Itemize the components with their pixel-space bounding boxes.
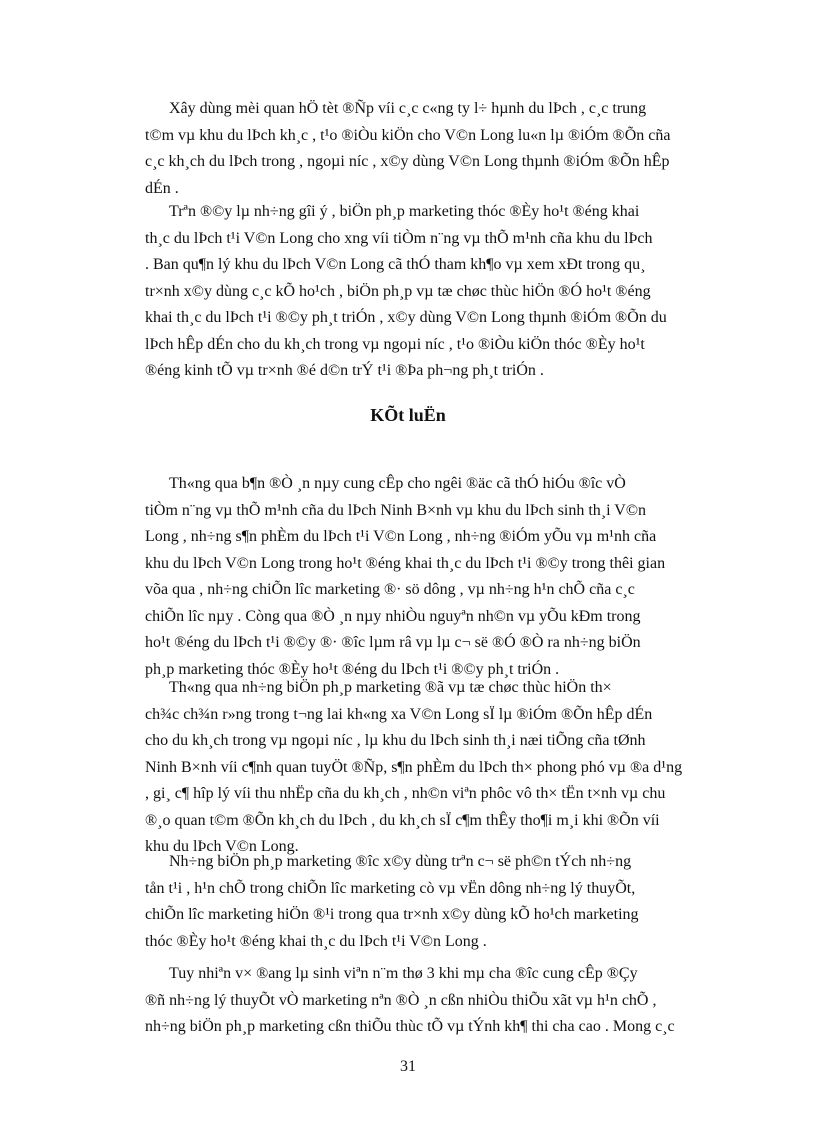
text-line: tån t¹i , h¹n chÕ trong chiÕn lîc marketing cò vµ vËn dông nh÷ng lý thuyÕt, bbox=[145, 879, 636, 897]
paragraph-3 bbox=[145, 471, 715, 683]
text-line: khai th¸c du lÞch t¹i ®©y ph¸t triÓn , x©y dùng V©n Long thµnh ®iÓm ®Õn du bbox=[145, 309, 667, 326]
text-line: . Ban qu¶n lý khu du lÞch V©n Long cã thÓ tham kh¶o vµ xem xÐt trong qu¸ bbox=[145, 256, 646, 273]
text-line: t©m vµ khu du lÞch kh¸c , t¹o ®iÒu kiÖn cho V©n Long lu«n lµ ®iÓm ®Õn cña bbox=[145, 126, 671, 144]
paragraph-2 bbox=[145, 199, 715, 385]
text-line: Tuy nhiªn v× ®ang lµ sinh viªn n¨m thø 3 khi mµ cha ®îc cung cÊp ®Çy bbox=[169, 965, 638, 982]
page-number: 31 bbox=[400, 1058, 416, 1075]
text-line: khu du lÞch V©n Long trong ho¹t ®éng khai th¸c du lÞch t¹i ®©y trong thêi gian bbox=[145, 554, 666, 572]
text-line: Xây dùng mèi quan hÖ tèt ®Ñp víi c¸c c«ng ty l÷ hµnh du lÞch , c¸c trung bbox=[169, 100, 647, 117]
text-line: ho¹t ®éng du lÞch t¹i ®©y ®· ®îc lµm râ vµ lµ c¬ së ®Ó ®Ò ra nh÷ng biÖn bbox=[145, 634, 641, 651]
text-line: Nh÷ng biÖn ph¸p marketing ®îc x©y dùng trªn c¬ së ph©n tÝch nh÷ng bbox=[169, 853, 632, 870]
text-line: Long , nh÷ng s¶n phÈm du lÞch t¹i V©n Long , nh÷ng ®iÓm yÕu vµ m¹nh cña bbox=[145, 528, 657, 545]
text-line: dÉn . bbox=[145, 179, 179, 197]
paragraph-4 bbox=[145, 675, 715, 861]
paragraph-5 bbox=[145, 849, 715, 955]
section-heading: KÕt luËn bbox=[370, 405, 446, 425]
text-line: c¸c kh¸ch du lÞch trong , ngoµi níc , x©y dùng V©n Long thµnh ®iÓm ®Õn hÊp bbox=[145, 153, 670, 170]
text-line: thóc ®Èy ho¹t ®éng khai th¸c du lÞch t¹i V©n Long . bbox=[145, 932, 487, 950]
text-line: tiÒm n¨ng vµ thÕ m¹nh cña du lÞch Ninh B×nh vµ khu du lÞch sinh th¸i V©n bbox=[145, 501, 646, 519]
text-line: tr×nh x©y dùng c¸c kÕ ho¹ch , biÖn ph¸p vµ tæ chøc thùc hiÖn ®Ó ho¹t ®éng bbox=[145, 282, 651, 300]
text-line: chiÕn lîc nµy . Còng qua ®Ò ¸n nµy nhiÒu nguyªn nh©n vµ yÕu kÐm trong bbox=[145, 607, 641, 625]
text-line: Ninh B×nh víi c¶nh quan tuyÖt ®Ñp, s¶n phÈm du lÞch th× phong phó vµ ®a d¹ng bbox=[145, 758, 683, 776]
text-line: ®ñ nh÷ng lý thuyÕt vÒ marketing nªn ®Ò ¸n cßn nhiÒu thiÕu xãt vµ h¹n chÕ , bbox=[145, 991, 657, 1009]
text-line: ®¸o quan t©m ®Õn kh¸ch du lÞch , du kh¸ch sÏ c¶m thÊy tho¶i m¸i khi ®Õn víi bbox=[145, 811, 660, 829]
text-line: , gi¸ c¶ hîp lý víi thu nhËp cña du kh¸ch , nh©n viªn phôc vô th× tËn t×nh vµ chu bbox=[145, 785, 666, 802]
text-line: nh÷ng biÖn ph¸p marketing cßn thiÕu thùc tÕ vµ tÝnh kh¶ thi cha cao . Mong c¸c bbox=[145, 1018, 675, 1035]
paragraph-6 bbox=[145, 961, 715, 1041]
text-line: võa qua , nh÷ng chiÕn lîc marketing ®· sö dông , vµ nh÷ng h¹n chÕ cña c¸c bbox=[145, 581, 635, 598]
text-line: ch¾c ch¾n r»ng trong t¬ng lai kh«ng xa V©n Long sÏ lµ ®iÓm ®Õn hÊp dÉn bbox=[145, 705, 653, 723]
text-line: ®éng kinh tÕ vµ tr×nh ®é d©n trÝ t¹i ®Þa ph¬ng ph¸t triÓn . bbox=[145, 362, 544, 379]
text-line: cho du kh¸ch trong vµ ngoµi níc , lµ khu du lÞch sinh th¸i næi tiÕng cña tØnh bbox=[145, 732, 646, 749]
text-line: ph¸p marketing thóc ®Èy ho¹t ®éng du lÞch t¹i ®©y ph¸t triÓn . bbox=[145, 660, 560, 678]
text-line: chiÕn lîc marketing hiÖn ®¹i trong qua tr×nh x©y dùng kÕ ho¹ch marketing bbox=[145, 906, 639, 923]
text-line: khu du lÞch V©n Long. bbox=[145, 838, 299, 855]
text-line: Th«ng qua nh÷ng biÖn ph¸p marketing ®ã vµ tæ chøc thùc hiÖn th× bbox=[169, 679, 612, 696]
text-line: Trªn ®©y lµ nh÷ng gîi ý , biÖn ph¸p marketing thóc ®Èy ho¹t ®éng khai bbox=[169, 203, 640, 220]
text-line: lÞch hÊp dÉn cho du kh¸ch trong vµ ngoµi níc , t¹o ®iÒu kiÖn thóc ®Èy ho¹t bbox=[145, 335, 645, 353]
paragraph-1 bbox=[145, 96, 715, 202]
text-line: th¸c du lÞch t¹i V©n Long cho xng víi tiÒm n¨ng vµ thÕ m¹nh cña khu du lÞch bbox=[145, 229, 653, 247]
text-line: Th«ng qua b¶n ®Ò ¸n nµy cung cÊp cho ngêi ®äc cã thÓ hiÓu ®îc vÒ bbox=[169, 475, 626, 492]
